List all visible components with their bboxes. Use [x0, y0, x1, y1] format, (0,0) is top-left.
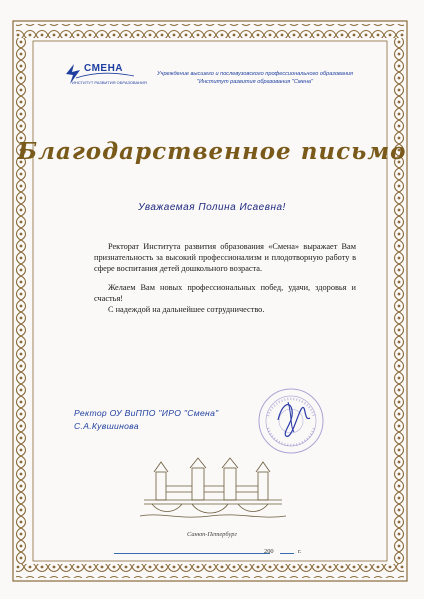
year-blank-line	[280, 553, 294, 554]
header-line-2: "Институт развития образования "Смена"	[196, 79, 313, 85]
logo-subtitle: ИНСТИТУТ РАЗВИТИЯ ОБРАЗОВАНИЯ	[72, 80, 147, 85]
year-prefix: 200	[264, 548, 274, 555]
year-suffix: г.	[298, 548, 302, 555]
body-paragraph-2: Желаем Вам новых профессиональных побед, удачи, здоровья и счастья!	[94, 283, 356, 303]
greeting: Уважаемая Полина Исаевна!	[138, 202, 286, 213]
date-blank-line	[114, 553, 270, 554]
header-line-1: Учреждение высшего и послевузовского профессионального образования	[156, 71, 354, 77]
institution-header	[140, 70, 370, 86]
letter-body	[94, 241, 356, 315]
signatory-title: Ректор ОУ ВиППО "ИРО "Смена"	[74, 408, 219, 418]
handwritten-signature-icon	[268, 392, 318, 442]
bridge-vignette-icon	[140, 452, 286, 522]
date-line	[114, 544, 310, 556]
document-title: Благодарственное письмо	[17, 138, 407, 165]
city-label: Санкт-Петербург	[187, 531, 237, 538]
signatory-name: С.А.Кувшинова	[74, 421, 139, 431]
body-paragraph-1: Ректорат Института развития образования «Смена» выражает Вам признательность за высокий профессионализм и плодотворную работу в сфере воспитания детей дошкольного возраста.	[94, 242, 356, 273]
body-paragraph-3: С надеждой на дальнейшее сотрудничество.	[108, 305, 265, 314]
logo-name: СМЕНА	[84, 63, 124, 74]
